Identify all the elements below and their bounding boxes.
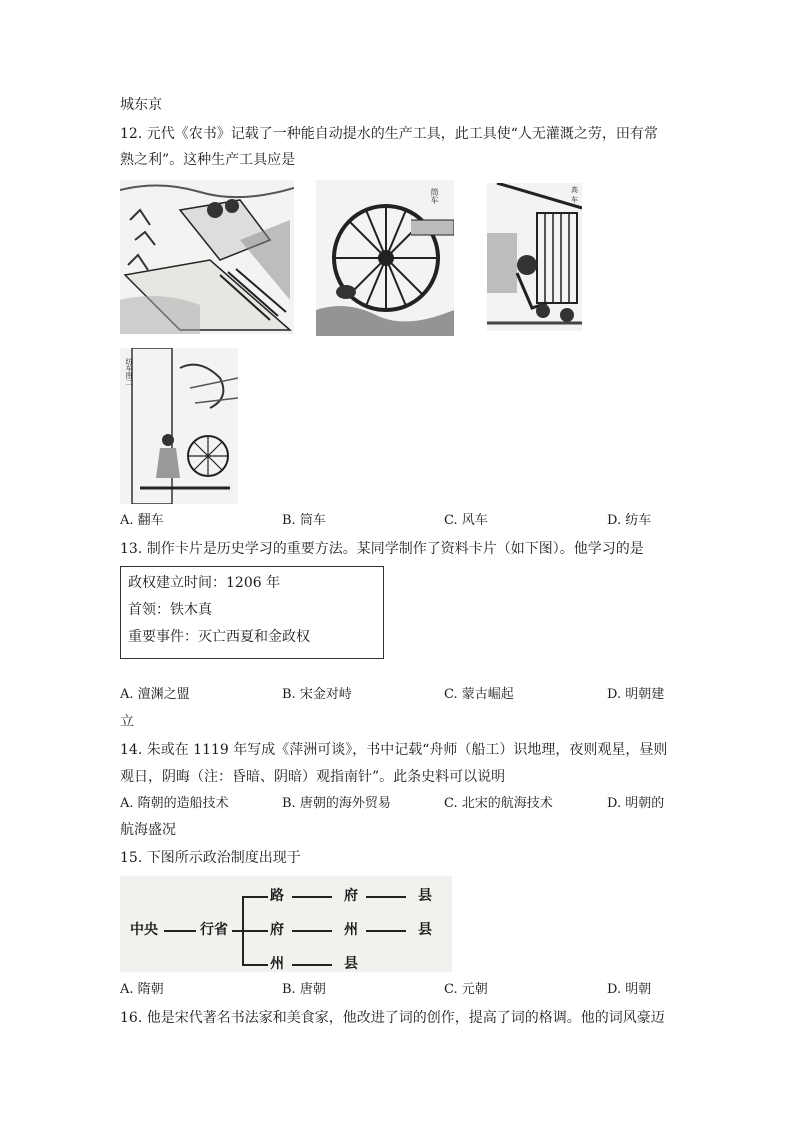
question-14-stem: 14. 朱或在 1119 年写成《萍洲可谈》，书中记载“舟师（船工）识地理，夜则观星，昼则 (120, 742, 668, 758)
q15-option-b: B. 唐朝 (282, 982, 326, 997)
q13-option-d: D. 明朝建 (607, 687, 665, 702)
image-caption: 高车 (571, 186, 578, 204)
diagram-r2-c2: 州 (344, 922, 358, 938)
text-line-fragment: 城东京 (120, 97, 162, 113)
q12-option-a: A. 翻车 (120, 513, 164, 528)
image-fangche (120, 348, 238, 504)
question-14-stem-continued: 观日，阴晦（注：昏暗、阴暗）观指南针”。此条史料可以说明 (120, 769, 506, 785)
image-caption: 纺车图二 (125, 358, 133, 386)
question-16-stem: 16. 他是宋代著名书法家和美食家，他改进了词的创作，提高了词的格调。他的词风豪迈 (120, 1010, 665, 1026)
connector-line (292, 964, 332, 966)
question-13-stem: 13. 制作卡片是历史学习的重要方法。某同学制作了资料卡片（如下图）。他学习的是 (120, 541, 644, 557)
connector-line (242, 964, 268, 966)
q14-option-d: D. 明朝的 (607, 796, 665, 811)
image-tongche (316, 180, 454, 336)
image-fengche (487, 183, 582, 331)
q14-option-a: A. 隋朝的造船技术 (120, 796, 229, 811)
diagram-r2-c1: 府 (270, 922, 284, 938)
q15-option-d: D. 明朝 (607, 982, 652, 997)
q13-option-a: A. 澶渊之盟 (120, 687, 190, 702)
question-15-stem: 15. 下图所示政治制度出现于 (120, 850, 301, 866)
q13-option-b: B. 宋金对峙 (282, 687, 352, 702)
q12-option-c: C. 风车 (444, 513, 488, 528)
administrative-structure-diagram (120, 876, 452, 972)
q15-option-a: A. 隋朝 (120, 982, 164, 997)
image-fanche (120, 180, 294, 334)
diagram-r3-c1: 州 (270, 956, 284, 972)
q14-option-d-wrap: 航海盛况 (120, 822, 176, 838)
q14-option-b: B. 唐朝的海外贸易 (282, 796, 391, 811)
connector-line (242, 896, 268, 898)
diagram-province: 行省 (200, 922, 228, 938)
q15-option-c: C. 元朝 (444, 982, 488, 997)
diagram-r1-c1: 路 (270, 888, 284, 904)
connector-line (366, 930, 406, 932)
diagram-r3-c2: 县 (344, 956, 358, 972)
diagram-r2-c3: 县 (418, 922, 432, 938)
q12-option-b: B. 筒车 (282, 513, 326, 528)
image-caption: 筒车 (430, 188, 439, 204)
q12-option-d: D. 纺车 (607, 513, 652, 528)
diagram-r1-c2: 府 (344, 888, 358, 904)
q14-option-c: C. 北宋的航海技术 (444, 796, 553, 811)
card-row-events: 重要事件：灭亡西夏和金政权 (128, 629, 310, 645)
connector-line (164, 930, 196, 932)
card-row-founding: 政权建立时间：1206 年 (128, 575, 281, 591)
connector-line (232, 930, 242, 932)
connector-line (242, 930, 268, 932)
diagram-center: 中央 (130, 922, 158, 938)
diagram-r1-c3: 县 (418, 888, 432, 904)
q13-option-d-wrap: 立 (120, 714, 134, 730)
connector-line (366, 896, 406, 898)
card-row-leader: 首领：铁木真 (128, 602, 212, 618)
question-12-stem: 12. 元代《农书》记载了一种能自动提水的生产工具，此工具使“人无灌溉之劳，田有常 (120, 126, 658, 142)
question-12-stem-continued: 熟之利”。这种生产工具应是 (120, 152, 296, 168)
q13-option-c: C. 蒙古崛起 (444, 687, 514, 702)
connector-line (292, 896, 332, 898)
data-card (120, 566, 384, 659)
connector-line (292, 930, 332, 932)
